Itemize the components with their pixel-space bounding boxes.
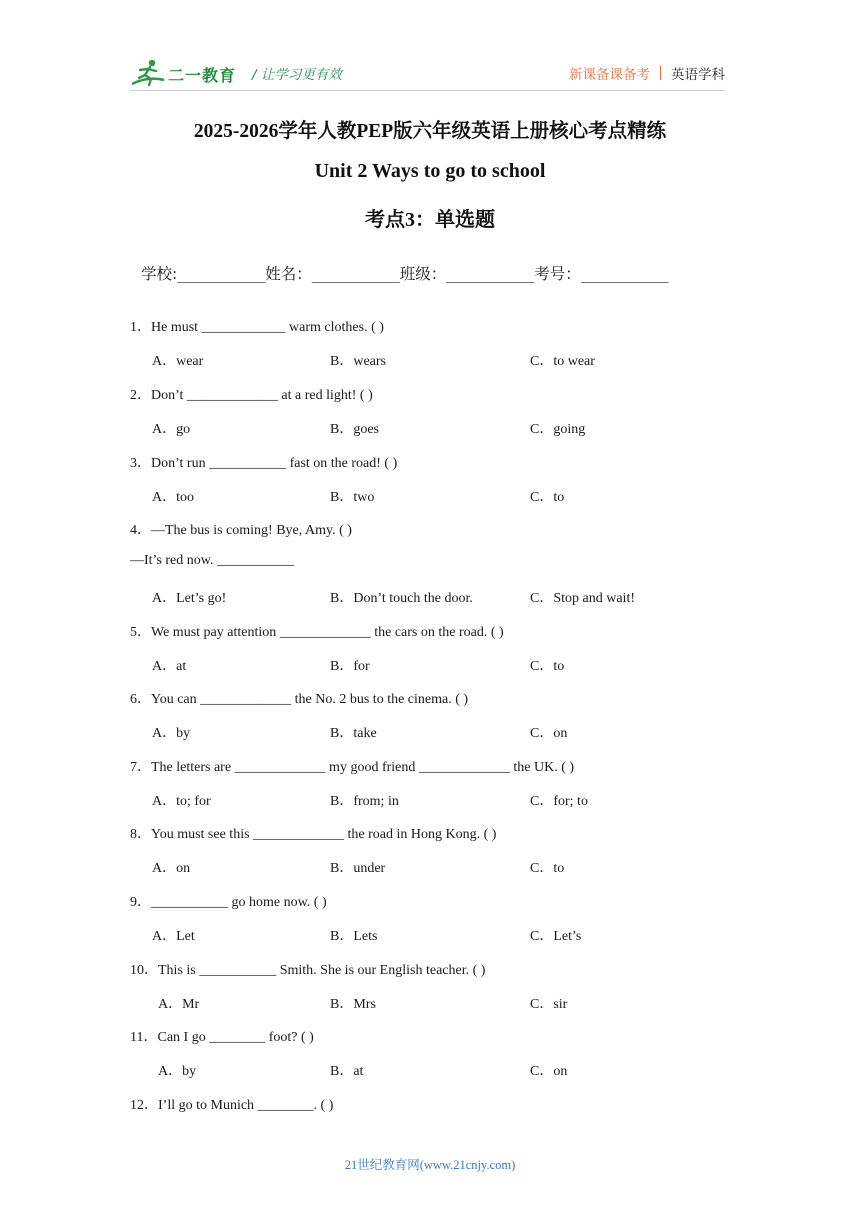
q7-option-a[interactable]: A．to; for: [152, 794, 211, 809]
q1-option-a[interactable]: A．wear: [152, 354, 204, 369]
q6-option-c[interactable]: C．on: [530, 726, 568, 741]
school-blank[interactable]: ___________: [177, 264, 266, 283]
q1-option-c[interactable]: C．to wear: [530, 354, 595, 369]
question-4: 4．—The bus is coming! Bye, Amy. ( ): [130, 523, 352, 538]
page-header: [130, 52, 725, 92]
q7-option-b[interactable]: B．from; in: [330, 794, 399, 809]
class-label: 班级：: [399, 265, 447, 283]
header-separator: [660, 66, 661, 80]
class-blank[interactable]: ___________: [446, 264, 535, 283]
slogan: / 让学习更有效: [252, 67, 342, 83]
name-label: 姓名：: [265, 265, 312, 283]
question-9: 9．___________ go home now. ( ): [130, 895, 327, 910]
q4-option-c[interactable]: C．Stop and wait!: [530, 591, 635, 606]
question-11: 11．Can I go ________ foot? ( ): [130, 1030, 314, 1045]
q11-option-c[interactable]: C．on: [530, 1064, 568, 1079]
unit-title: Unit 2 Ways to go to school: [314, 160, 546, 182]
number-blank[interactable]: ___________: [580, 264, 669, 283]
question-12: 12．I’ll go to Munich ________. ( ): [130, 1098, 334, 1113]
q10-option-b[interactable]: B．Mrs: [330, 997, 376, 1012]
student-info-line: [141, 262, 669, 284]
q5-option-b[interactable]: B．for: [330, 659, 370, 674]
q9-option-a[interactable]: A．Let: [152, 929, 195, 944]
question-7: 7．The letters are _____________ my good friend _____________ the UK. ( ): [130, 760, 575, 775]
header-tagline: 新课备课备考: [569, 67, 650, 83]
q7-option-c[interactable]: C．for; to: [530, 794, 588, 809]
footer-link[interactable]: 21世纪教育网(www.21cnjy.com): [344, 1158, 516, 1172]
question-6: 6．You can _____________ the No. 2 bus to the cinema. ( ): [130, 692, 469, 707]
question-4-line-2: —It’s red now. ___________: [130, 553, 294, 568]
q2-option-b[interactable]: B．goes: [330, 422, 379, 437]
q4-option-b[interactable]: B．Don’t touch the door.: [330, 591, 473, 606]
header-right: [569, 63, 725, 83]
question-10: 10．This is ___________ Smith. She is our English teacher. ( ): [130, 963, 486, 978]
q2-option-a[interactable]: A．go: [152, 422, 191, 437]
q5-option-c[interactable]: C．to: [530, 659, 565, 674]
q3-option-a[interactable]: A．too: [152, 490, 194, 505]
school-label: 学校:: [141, 265, 178, 283]
q5-option-a[interactable]: A．at: [152, 659, 187, 674]
q9-option-c[interactable]: C．Let’s: [530, 929, 582, 944]
logo-text: 二一教育: [168, 66, 237, 85]
q2-option-c[interactable]: C．going: [530, 422, 586, 437]
doc-title: 2025-2026学年人教PEP版六年级英语上册核心考点精练: [193, 121, 667, 142]
q8-option-b[interactable]: B．under: [330, 861, 386, 876]
number-label: 考号：: [534, 265, 581, 283]
q8-option-c[interactable]: C．to: [530, 861, 565, 876]
q9-option-b[interactable]: B．Lets: [330, 929, 378, 944]
q3-option-b[interactable]: B．two: [330, 490, 375, 505]
question-8: 8．You must see this _____________ the road in Hong Kong. ( ): [130, 827, 497, 842]
question-5: 5．We must pay attention _____________ the cars on the road. ( ): [130, 625, 504, 640]
header-subject: 英语学科: [671, 67, 725, 83]
q1-option-b[interactable]: B．wears: [330, 354, 386, 369]
question-2: 2．Don’t _____________ at a red light! ( ): [130, 388, 373, 403]
q10-option-a[interactable]: A．Mr: [158, 997, 200, 1012]
q3-option-c[interactable]: C．to: [530, 490, 565, 505]
header-divider: [130, 90, 725, 91]
q6-option-b[interactable]: B．take: [330, 726, 377, 741]
q4-option-a[interactable]: A．Let’s go!: [152, 591, 227, 606]
section-title: 考点3：单选题: [365, 209, 495, 231]
name-blank[interactable]: ___________: [311, 264, 400, 283]
q10-option-c[interactable]: C．sir: [530, 997, 568, 1012]
q11-option-b[interactable]: B．at: [330, 1064, 364, 1079]
question-3: 3．Don’t run ___________ fast on the road! ( ): [130, 456, 398, 471]
q6-option-a[interactable]: A．by: [152, 726, 191, 741]
question-1: 1．He must ____________ warm clothes. ( ): [130, 320, 384, 335]
q11-option-a[interactable]: A．by: [158, 1064, 197, 1079]
q8-option-a[interactable]: A．on: [152, 861, 191, 876]
